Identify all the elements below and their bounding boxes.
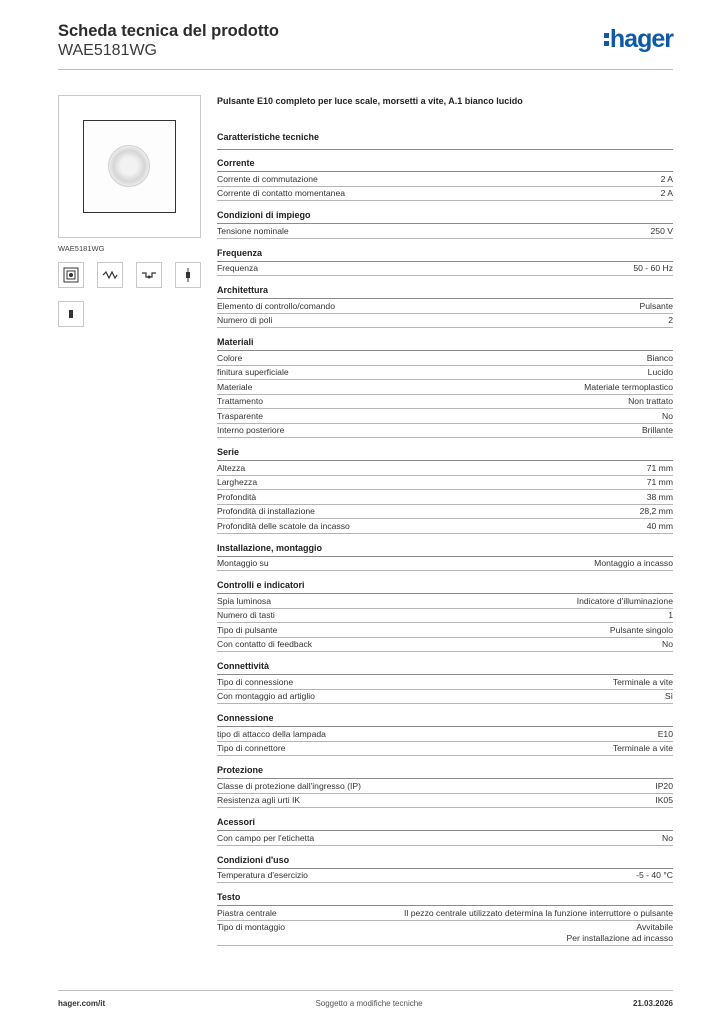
spec-section	[217, 892, 673, 946]
spec-value: 1	[668, 610, 673, 620]
image-caption: WAE5181WG	[58, 244, 105, 253]
spec-value: IP20	[655, 780, 673, 791]
section-title: Connettività	[217, 661, 673, 675]
spec-row	[217, 623, 673, 638]
section-title: Serie	[217, 447, 673, 461]
spec-section	[217, 765, 673, 808]
spec-row	[217, 906, 673, 921]
section-title: Materiali	[217, 337, 673, 351]
spec-label: Con contatto di feedback	[217, 639, 313, 649]
section-title: Frequenza	[217, 248, 673, 262]
spec-label: Tipo di pulsante	[217, 624, 278, 635]
spec-value: -5 - 40 °C	[636, 870, 673, 880]
spec-label: Trasparente	[217, 410, 264, 421]
spec-value: 250 V	[650, 225, 673, 236]
spec-row	[217, 921, 673, 947]
spec-row	[217, 794, 673, 809]
spec-section	[217, 158, 673, 201]
spec-value: Bianco	[646, 352, 673, 363]
spec-label: Trattamento	[217, 396, 264, 406]
tech-heading: Caratteristiche tecniche	[217, 131, 673, 150]
document-footer	[58, 990, 673, 1008]
spec-label: Colore	[217, 352, 243, 363]
document-title: Scheda tecnica del prodotto	[58, 22, 279, 40]
section-title: Architettura	[217, 285, 673, 299]
spec-label: Numero di tasti	[217, 610, 275, 620]
spec-sections	[217, 158, 673, 946]
spec-value: 2 A	[660, 173, 673, 184]
section-title: Condizioni d'uso	[217, 855, 673, 869]
spec-label: tipo di attacco della lampada	[217, 728, 326, 739]
product-image	[58, 95, 201, 238]
section-title: Connessione	[217, 713, 673, 727]
spec-section	[217, 447, 673, 534]
spec-value: Avvitabile Per installazione ad incasso	[566, 922, 673, 943]
spec-section	[217, 337, 673, 438]
spec-section	[217, 855, 673, 884]
spec-row	[217, 351, 673, 366]
spec-value: 71 mm	[646, 462, 673, 473]
document-header	[58, 22, 673, 70]
spec-label: Piastra centrale	[217, 907, 277, 918]
spec-value: No	[662, 832, 673, 843]
spec-value: Non trattato	[628, 396, 673, 406]
wiring-diagram-icon[interactable]	[97, 262, 123, 288]
product-description: Pulsante E10 completo per luce scale, morsetti a vite, A.1 bianco lucido	[217, 96, 523, 106]
section-title: Condizioni di impiego	[217, 210, 673, 224]
spec-row	[217, 779, 673, 794]
spec-value: Pulsante	[639, 300, 673, 311]
wiring-diagram-icon[interactable]	[136, 262, 162, 288]
spec-label: Frequenza	[217, 263, 259, 273]
product-code: WAE5181WG	[58, 42, 157, 59]
footer-date: 21.03.2026	[632, 999, 673, 1008]
spec-label: Corrente di contatto momentanea	[217, 188, 346, 198]
spec-row	[217, 224, 673, 239]
spec-label: Tensione nominale	[217, 225, 289, 236]
spec-label: Profondità delle scatole da incasso	[217, 520, 350, 531]
spec-value: 71 mm	[646, 477, 673, 487]
spec-value: 38 mm	[646, 491, 673, 502]
spec-label: Materiale	[217, 381, 253, 392]
spec-row	[217, 675, 673, 690]
spec-row	[217, 490, 673, 505]
spec-row	[217, 505, 673, 520]
spec-value: Montaggio a incasso	[594, 558, 673, 568]
spec-row	[217, 461, 673, 476]
spec-label: Con montaggio ad artiglio	[217, 691, 315, 701]
spec-value: Sì	[664, 691, 673, 701]
spec-value: 2	[668, 315, 673, 325]
spec-row	[217, 831, 673, 846]
spec-row	[217, 366, 673, 381]
spec-label: Corrente di commutazione	[217, 173, 318, 184]
spec-value: No	[662, 410, 673, 421]
spec-section	[217, 285, 673, 328]
spec-label: Tipo di connessione	[217, 676, 294, 687]
spec-label: Montaggio su	[217, 558, 269, 568]
spec-label: Temperatura d'esercizio	[217, 870, 308, 880]
spec-label: Resistenza agli urti IK	[217, 795, 301, 805]
footer-notice: Soggetto a modifiche tecniche	[315, 999, 423, 1008]
spec-row	[217, 262, 673, 277]
spec-value: Pulsante singolo	[609, 624, 673, 635]
hager-logo	[604, 26, 673, 52]
spec-row	[217, 172, 673, 187]
spec-value: 28,2 mm	[639, 506, 673, 516]
section-title: Protezione	[217, 765, 673, 779]
section-title: Installazione, montaggio	[217, 543, 673, 557]
spec-row	[217, 557, 673, 572]
spec-row	[217, 476, 673, 491]
spec-value: Brillante	[641, 425, 673, 435]
spec-label: Spia luminosa	[217, 595, 271, 606]
spec-section	[217, 210, 673, 239]
section-title: Corrente	[217, 158, 673, 172]
fuse-symbol-icon[interactable]	[175, 262, 201, 288]
spec-label: Classe di protezione dall'ingresso (IP)	[217, 780, 361, 791]
spec-row	[217, 299, 673, 314]
spec-row	[217, 742, 673, 757]
spec-label: Profondità di installazione	[217, 506, 315, 516]
spec-section	[217, 817, 673, 846]
spec-section	[217, 248, 673, 277]
spec-row	[217, 609, 673, 624]
spec-row	[217, 519, 673, 534]
spec-label: Larghezza	[217, 477, 258, 487]
push-button	[108, 145, 150, 187]
spec-sheet	[217, 95, 673, 955]
spec-row	[217, 380, 673, 395]
logo-text: hager	[609, 25, 673, 53]
spec-row	[217, 727, 673, 742]
spec-value: E10	[657, 728, 673, 739]
spec-label: Interno posteriore	[217, 425, 285, 435]
spec-value: 2 A	[660, 188, 673, 198]
spec-section	[217, 543, 673, 572]
section-title: Testo	[217, 892, 673, 906]
spec-value: Lucido	[647, 367, 673, 377]
spec-section	[217, 661, 673, 704]
spec-value: Materiale termoplastico	[584, 381, 673, 392]
spec-row	[217, 638, 673, 653]
spec-value: Indicatore d'illuminazione	[576, 595, 673, 606]
spec-label: Tipo di montaggio	[217, 922, 285, 932]
fuse-symbol-icon[interactable]	[58, 301, 84, 327]
spec-value: Il pezzo centrale utilizzato determina la funzione interruttore o pulsante	[404, 907, 673, 918]
spec-value: IK05	[655, 795, 673, 805]
spec-row	[217, 187, 673, 202]
spec-label: finitura superficiale	[217, 367, 289, 377]
socket-front-icon[interactable]	[58, 262, 84, 288]
section-title: Acessori	[217, 817, 673, 831]
spec-label: Con campo per l'etichetta	[217, 832, 315, 843]
footer-website[interactable]: hager.com/it	[58, 999, 106, 1008]
spec-value: 40 mm	[646, 520, 673, 531]
spec-value: 50 - 60 Hz	[633, 263, 673, 273]
spec-label: Numero di poli	[217, 315, 273, 325]
switch-plate	[83, 120, 176, 213]
spec-row	[217, 395, 673, 410]
spec-row	[217, 424, 673, 439]
spec-value: Terminale a vite	[612, 743, 673, 753]
spec-section	[217, 580, 673, 652]
spec-value: Terminale a vite	[612, 676, 673, 687]
spec-row	[217, 314, 673, 329]
section-title: Controlli e indicatori	[217, 580, 673, 594]
spec-value: No	[662, 639, 673, 649]
spec-label: Elemento di controllo/comando	[217, 300, 335, 311]
spec-row	[217, 869, 673, 884]
logo-mark-icon	[604, 33, 609, 46]
spec-row	[217, 594, 673, 609]
spec-row	[217, 409, 673, 424]
spec-row	[217, 690, 673, 705]
spec-section	[217, 713, 673, 756]
spec-label: Tipo di connettore	[217, 743, 286, 753]
spec-label: Profondità	[217, 491, 257, 502]
spec-label: Altezza	[217, 462, 246, 473]
